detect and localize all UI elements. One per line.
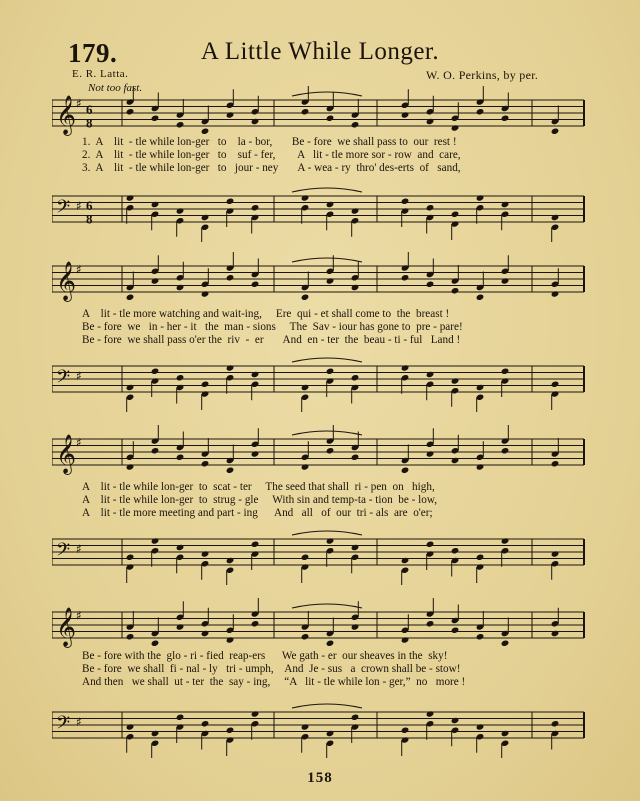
note-head: [351, 544, 360, 551]
note-head: [226, 111, 235, 118]
note-head: [251, 118, 260, 125]
treble-staff: [52, 252, 588, 312]
note-head: [476, 723, 485, 730]
lyric-verse-3: 3. A lit - tle while lon-ger to jour - ney A - wea - ry thro' des-erts of sand,: [82, 161, 461, 174]
note-head: [551, 720, 560, 727]
note-head: [551, 381, 560, 388]
note-head: [251, 620, 260, 627]
lyric-verse-1: Be - fore with the glo - ri - fied reap-ers We gath - er our sheaves in the sky!: [82, 650, 448, 662]
note-head: [201, 290, 210, 297]
note-head: [126, 294, 135, 301]
note-head: [501, 730, 510, 737]
time-signature-top: 6: [86, 197, 93, 213]
lyricist-credit: E. R. Latta.: [72, 68, 129, 80]
note-head: [401, 636, 410, 643]
lyrics-block-3: [82, 481, 588, 519]
note-head: [251, 450, 260, 457]
lyric-verse-3: And then we shall ut - ter the say - ing, “A lit - tle while lon - ger,” no more !: [82, 675, 466, 688]
treble-clef-icon: 𝄞: [56, 95, 77, 135]
note-head: [151, 447, 160, 454]
note-head: [151, 640, 160, 647]
note-head: [201, 460, 210, 467]
time-signature-top: 6: [86, 101, 93, 117]
note-head: [451, 627, 460, 634]
note-head: [426, 710, 435, 717]
note-head: [326, 730, 335, 737]
bass-staff: [52, 182, 588, 242]
treble-clef-icon: 𝄞: [56, 261, 77, 301]
music-system-4: [52, 598, 588, 758]
music-system-2: [52, 252, 588, 402]
note-head: [251, 371, 260, 378]
bass-clef-icon: 𝄢: [56, 367, 71, 392]
note-head: [451, 457, 460, 464]
bass-staff: [52, 525, 588, 585]
note-head: [201, 720, 210, 727]
note-head: [126, 723, 135, 730]
lyric-verse-2: Be - fore we shall fi - nal - ly tri - umph, And Je - sus a crown shall be - stow!: [82, 662, 461, 675]
note-head: [476, 384, 485, 391]
note-head: [476, 554, 485, 561]
note-head: [176, 284, 185, 291]
note-head: [426, 281, 435, 288]
note-head: [426, 541, 435, 548]
treble-staff: [52, 598, 588, 658]
page-number: 158: [307, 770, 333, 786]
lyric-verse-3: A lit - tle more meeting and part - ing And all of our tri - als are o'er;: [82, 506, 433, 519]
note-head: [226, 467, 235, 474]
note-head: [426, 450, 435, 457]
note-head: [426, 118, 435, 125]
slur: [292, 258, 362, 262]
note-head: [401, 111, 410, 118]
time-signature-bottom: 8: [86, 211, 93, 227]
sharp-icon: ♯: [76, 541, 82, 556]
music-system-1: [52, 86, 588, 236]
note-head: [501, 447, 510, 454]
note-head: [201, 214, 210, 221]
note-head: [176, 623, 185, 630]
note-head: [301, 108, 310, 115]
note-head: [476, 294, 485, 301]
note-head: [351, 121, 360, 128]
bass-clef-icon: 𝄢: [56, 540, 71, 565]
note-head: [201, 550, 210, 557]
note-head: [326, 201, 335, 208]
note-head: [201, 630, 210, 637]
note-head: [226, 727, 235, 734]
note-head: [476, 194, 485, 201]
hymn-number: 179.: [68, 38, 118, 68]
note-head: [301, 463, 310, 470]
note-head: [551, 214, 560, 221]
note-head: [151, 115, 160, 122]
note-head: [451, 717, 460, 724]
note-head: [226, 198, 235, 205]
treble-clef-icon: 𝄞: [56, 434, 77, 474]
note-head: [401, 557, 410, 564]
lyric-verse-1: A lit - tle more watching and wait-ing, Ere qui - et shall come to the breast !: [82, 308, 450, 320]
slur: [292, 92, 362, 96]
bass-staff: [52, 698, 588, 758]
sharp-icon: ♯: [76, 198, 82, 213]
note-head: [301, 554, 310, 561]
note-head: [301, 633, 310, 640]
note-head: [326, 447, 335, 454]
sharp-icon: ♯: [76, 714, 82, 729]
note-head: [301, 194, 310, 201]
note-head: [476, 108, 485, 115]
slur: [292, 188, 362, 192]
note-head: [476, 463, 485, 470]
note-head: [226, 274, 235, 281]
slur: [292, 604, 362, 608]
note-head: [426, 371, 435, 378]
sharp-icon: ♯: [76, 608, 82, 623]
note-head: [426, 620, 435, 627]
lyric-verse-2: Be - fore we in - her - it the man - sions The Sav - iour has gone to pre - pare!: [82, 320, 463, 333]
note-head: [201, 381, 210, 388]
note-head: [226, 557, 235, 564]
sharp-icon: ♯: [76, 262, 82, 277]
note-head: [501, 115, 510, 122]
note-head: [176, 544, 185, 551]
slur: [292, 358, 362, 362]
note-head: [176, 374, 185, 381]
music-system-3: [52, 425, 588, 575]
note-head: [176, 714, 185, 721]
note-head: [126, 633, 135, 640]
note-head: [551, 290, 560, 297]
note-head: [501, 277, 510, 284]
time-signature-bottom: 8: [86, 115, 93, 131]
note-head: [451, 211, 460, 218]
lyric-verse-1: A lit - tle while lon-ger to scat - ter The seed that shall ri - pen on high,: [82, 481, 435, 493]
note-head: [326, 640, 335, 647]
hymn-title: A Little While Longer.: [200, 38, 440, 65]
note-head: [451, 377, 460, 384]
note-head: [401, 364, 410, 371]
note-head: [126, 194, 135, 201]
tempo-marking: Not too fast.: [88, 82, 143, 94]
note-head: [551, 630, 560, 637]
note-head: [401, 467, 410, 474]
treble-staff: [52, 425, 588, 485]
note-head: [326, 537, 335, 544]
note-head: [151, 201, 160, 208]
note-head: [126, 384, 135, 391]
note-head: [151, 537, 160, 544]
sharp-icon: ♯: [76, 96, 82, 111]
note-head: [401, 727, 410, 734]
note-head: [226, 636, 235, 643]
lyrics-block-2: [82, 308, 588, 346]
note-head: [176, 121, 185, 128]
note-head: [426, 204, 435, 211]
note-head: [351, 454, 360, 461]
note-head: [501, 537, 510, 544]
lyric-verse-1: 1. A lit - tle while lon-ger to la - bor, Be - fore we shall pass to our rest !: [82, 136, 457, 148]
note-head: [226, 364, 235, 371]
slur: [292, 704, 362, 708]
note-head: [176, 207, 185, 214]
note-head: [551, 460, 560, 467]
note-head: [251, 281, 260, 288]
note-head: [501, 201, 510, 208]
note-head: [401, 274, 410, 281]
note-head: [326, 115, 335, 122]
treble-clef-icon: 𝄞: [56, 607, 77, 647]
slur: [292, 431, 362, 435]
lyrics-block-1: [82, 136, 588, 174]
note-head: [351, 623, 360, 630]
note-head: [251, 541, 260, 548]
note-head: [351, 374, 360, 381]
note-head: [126, 554, 135, 561]
note-head: [251, 710, 260, 717]
note-head: [451, 287, 460, 294]
note-head: [476, 633, 485, 640]
slur: [292, 531, 362, 535]
composer-credit: W. O. Perkins, by per.: [426, 68, 539, 82]
note-head: [326, 368, 335, 375]
note-head: [351, 714, 360, 721]
note-head: [151, 277, 160, 284]
note-head: [551, 128, 560, 135]
note-head: [501, 640, 510, 647]
note-head: [351, 284, 360, 291]
note-head: [451, 124, 460, 131]
note-head: [126, 463, 135, 470]
bass-staff: [52, 352, 588, 412]
note-head: [126, 108, 135, 115]
note-head: [151, 730, 160, 737]
note-head: [501, 368, 510, 375]
sharp-icon: ♯: [76, 435, 82, 450]
note-head: [301, 723, 310, 730]
note-head: [151, 368, 160, 375]
bass-clef-icon: 𝄢: [56, 713, 71, 738]
note-head: [176, 454, 185, 461]
note-head: [351, 207, 360, 214]
bass-clef-icon: 𝄢: [56, 197, 71, 222]
note-head: [401, 198, 410, 205]
note-head: [251, 204, 260, 211]
lyric-verse-3: Be - fore we shall pass o'er the riv - er And en - ter the beau - ti - ful Land !: [82, 333, 461, 346]
note-head: [326, 277, 335, 284]
note-head: [301, 384, 310, 391]
lyric-verse-2: A lit - tle while lon-ger to strug - gle With sin and temp-ta - tion be - low,: [82, 493, 437, 506]
note-head: [301, 294, 310, 301]
lyrics-block-4: [82, 650, 588, 688]
lyric-verse-2: 2. A lit - tle while lon-ger to suf - fer, A lit - tle more sor - row and care,: [82, 148, 461, 161]
note-head: [451, 547, 460, 554]
sharp-icon: ♯: [76, 368, 82, 383]
note-head: [551, 550, 560, 557]
note-head: [201, 128, 210, 135]
